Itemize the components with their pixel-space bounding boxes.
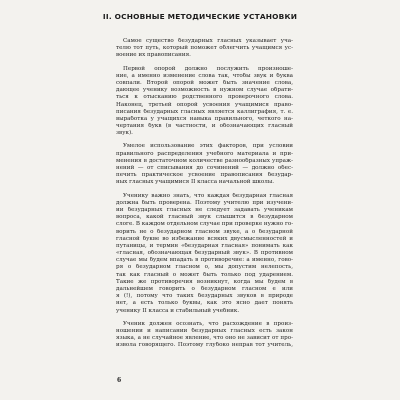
paragraph-1 <box>116 38 293 60</box>
text-line: Самое существо безударных гласных указывает уча- <box>123 38 293 44</box>
text-line: ворить не о безударном гласном звуке, а о безударной <box>116 228 293 235</box>
text-line: телю тот путь, который поможет облегчить учащимся ус- <box>116 45 293 52</box>
paragraph-3 <box>116 143 293 186</box>
text-line: чертания букв (в частности, и обозначающих гласный <box>116 123 293 130</box>
text-line: ние, а именно изменение слова так, чтобы звук и буква <box>116 72 293 79</box>
text-line: языка, а не случайное явление, что оно не зависит от про- <box>116 335 293 342</box>
text-line: Ученик должен осознать, что расхождение в произ- <box>123 320 293 327</box>
paragraph-5 <box>116 321 293 350</box>
text-line: Первой опорой должно послужить произноше- <box>123 65 293 72</box>
paragraph-2 <box>116 66 293 138</box>
body-text <box>116 38 293 354</box>
text-line: воение их правописания. <box>116 52 191 59</box>
text-line: должна быть проверена. Поэтому учителю при изучени- <box>116 199 293 206</box>
paragraph-4 <box>116 193 293 315</box>
text-line: менения в достаточном количестве разнообразных упраж- <box>116 157 293 164</box>
text-line: гласной букве во избежание всяких двусмысленностей и <box>116 235 293 242</box>
page-number: 6 <box>117 377 122 384</box>
text-line: ии безударных гласных не следует задавать ученикам <box>116 206 293 213</box>
text-line: совпали. Второй опорой может быть значение слова, <box>116 79 293 86</box>
text-line: Такие же противоречия возникнут, когда мы будем в <box>116 278 293 285</box>
section-heading: II. ОСНОВНЫЕ МЕТОДИЧЕСКИЕ УСТАНОВКИ <box>102 12 298 21</box>
text-line: ношении и написании безударных гласных есть закон <box>116 327 293 334</box>
text-line: случае мы будем впадать в противоречие: а именно, гово- <box>116 257 293 264</box>
text-line: дальнейшем говорить о безударном гласном е или <box>116 286 293 292</box>
text-line: путаницы, и термин «безударная гласная» понимать как <box>116 242 293 249</box>
text-line: так как гласный о может быть только под ударением. <box>116 271 293 278</box>
text-line: правильного распределения учебного материала и при- <box>116 150 293 157</box>
text-line: дающее ученику возможность в нужном случае обрати- <box>116 87 293 94</box>
text-line: ных гласных учащимися II класса начальной школы. <box>116 179 275 186</box>
text-line: звук). <box>116 130 133 137</box>
text-line: я (!), потому что таких безударных звуков в природе <box>116 293 293 300</box>
text-line: выработка у учащихся навыка правильного, четкого на- <box>116 115 293 122</box>
text-line: «гласная, обозначающая безударный звук». В противном <box>116 250 293 257</box>
text-line: ря о безударном гласном о, мы допустим нелепость, <box>116 264 293 271</box>
text-line: нет, а есть только буквы, как это ясно дает понять <box>116 300 293 307</box>
text-line: извола говорящего. Поэтому глубоко неправ тот учитель, <box>116 342 293 349</box>
text-line: слоге. В каждом отдельном случае при проверке нужно го- <box>116 221 293 228</box>
text-line: писания безударных гласных является каллиграфия, т. е. <box>116 108 293 115</box>
text-line: ться к отысканию родственного проверочного слова. <box>116 94 293 101</box>
text-line: Умелое использование этих факторов, при условии <box>123 143 293 150</box>
text-line: нений — от списывания до сочинений — должно обес- <box>116 165 293 171</box>
text-line: печить практическое усвоение правописания безудар- <box>116 172 293 179</box>
text-line: Наконец, третьей опорой усвоения учащимися право- <box>116 101 293 108</box>
text-line: Ученику важно знать, что каждая безударная гласная <box>123 192 293 199</box>
text-line: ученику II класса и стабильный учебник. <box>116 307 240 314</box>
text-line: вопроса, какой гласный звук слышится в безударном <box>116 214 293 221</box>
